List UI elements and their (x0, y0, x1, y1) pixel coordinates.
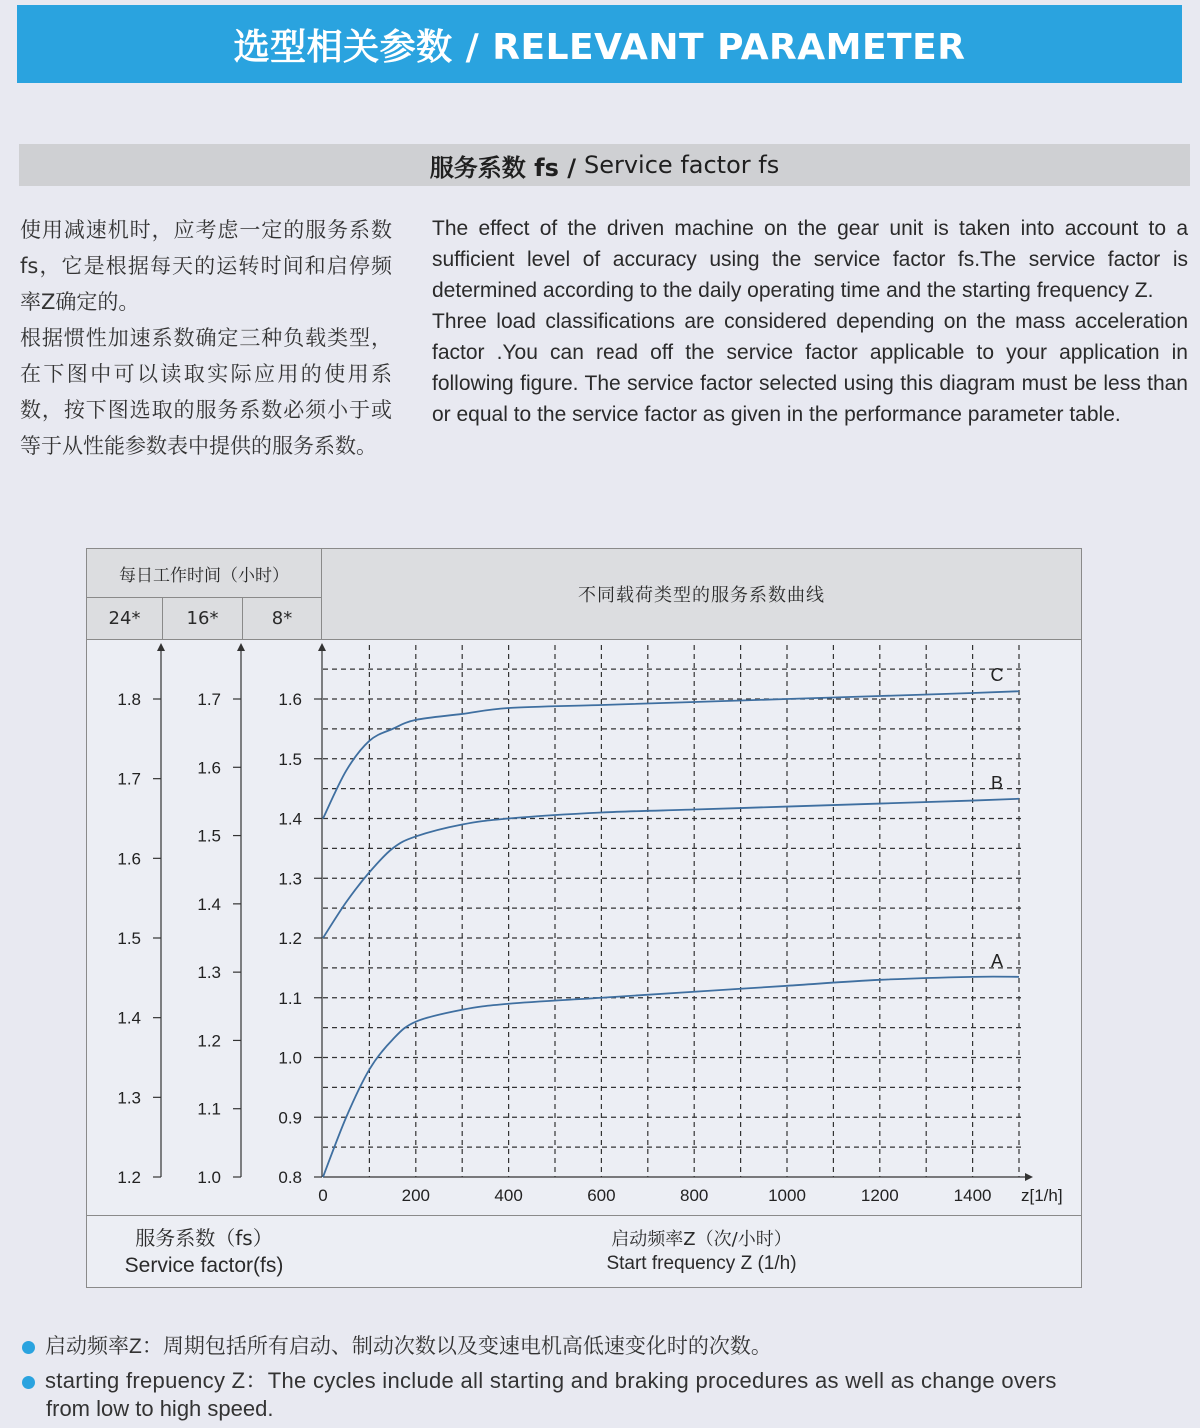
note-en-line1: starting frepuency Z：The cycles include all starting and braking procedures as well as change overs (45, 1368, 1057, 1393)
series-line-b (323, 799, 1019, 938)
series-label-c: C (990, 665, 1004, 686)
y-tick-label: 1.7 (197, 690, 221, 709)
y-tick-label: 1.6 (278, 690, 302, 709)
intro-cn (20, 212, 392, 464)
y-tick-label: 1.0 (197, 1168, 221, 1187)
y-tick-label: 1.2 (197, 1031, 221, 1051)
y-tick-label: 1.3 (197, 963, 221, 983)
bullet-icon (22, 1376, 35, 1389)
y-tick-label: 1.1 (278, 988, 302, 1008)
series-line-c (323, 691, 1019, 818)
series-line-a (323, 977, 1019, 1177)
y-axis-arrow (237, 643, 245, 651)
intro-cn-p1: 使用减速机时，应考虑一定的服务系数fs，它是根据每天的运转时间和启停频率Z确定的。 (20, 218, 392, 314)
x-tick-label: 400 (494, 1186, 523, 1205)
y-tick-label: 1.6 (117, 849, 141, 869)
note-en-cont (46, 1396, 273, 1422)
bullet-icon (22, 1341, 35, 1354)
y-tick-label: 1.6 (197, 758, 221, 778)
daily-hours-label: 每日工作时间（小时） (119, 565, 289, 586)
section-title-cn: 服务系数 fs / (429, 153, 576, 182)
y-tick-label: 1.4 (197, 894, 221, 914)
section-header (19, 144, 1190, 186)
x-axis-caption (322, 1216, 1081, 1287)
note-en (22, 1364, 1057, 1395)
col-16-label: 16* (186, 608, 219, 629)
y-tick-label: 1.5 (197, 826, 221, 846)
page-title: 选型相关参数 / RELEVANT PARAMETER (233, 26, 966, 68)
y-tick-label: 1.4 (278, 809, 302, 829)
y-tick-label: 1.5 (117, 929, 141, 948)
curves-title: 不同载荷类型的服务系数曲线 (578, 585, 825, 606)
x-tick-label: 800 (680, 1186, 709, 1205)
y-tick-label: 1.8 (117, 690, 141, 709)
y-tick-label: 0.9 (278, 1108, 302, 1128)
y-label-cn: 服务系数（fs） (135, 1225, 273, 1250)
x-tick-label: 1400 (953, 1186, 992, 1205)
series-label-b: B (990, 772, 1004, 793)
x-unit-label: z[1/h] (1021, 1186, 1063, 1205)
intro-cn-p2: 根据惯性加速系数确定三种负载类型，在下图中可以读取实际应用的使用系数，按下图选取的服务系数必须小于或等于从性能参数表中提供的服务系数。 (20, 326, 392, 458)
y-tick-label: 1.2 (278, 929, 302, 948)
x-label-cn: 启动频率Z（次/小时） (611, 1228, 792, 1250)
x-tick-label: 600 (587, 1186, 616, 1205)
y-tick-label: 1.2 (117, 1168, 141, 1187)
x-tick-label: 200 (401, 1186, 430, 1205)
col-8-label: 8* (271, 608, 293, 629)
y-axis-caption (87, 1216, 321, 1287)
y-label-en: Service factor(fs) (124, 1253, 284, 1277)
y-tick-label: 1.3 (117, 1088, 141, 1108)
intro-en-p1: The effect of the driven machine on the gear unit is taken into account to a sufficient level of accuracy using the service factor fs.The service factor is determined according to the daily operating time and the starting frequency Z. (432, 217, 1188, 302)
chart-plot-area (87, 549, 1081, 1215)
x-label-en: Start frequency Z (1/h) (606, 1252, 797, 1274)
y-tick-label: 1.7 (117, 769, 141, 789)
intro-en (432, 213, 1188, 430)
y-axis-arrow (318, 643, 326, 651)
x-axis-arrow (1025, 1173, 1033, 1181)
page-banner (17, 5, 1182, 83)
x-tick-label: 0 (318, 1186, 328, 1205)
col-24-label: 24* (108, 608, 141, 629)
x-tick-label: 1200 (860, 1186, 899, 1205)
note-cn-text: 启动频率Z：周期包括所有启动、制动次数以及变速电机高低速变化时的次数。 (45, 1335, 772, 1358)
service-factor-chart (86, 548, 1082, 1288)
y-tick-label: 1.4 (117, 1008, 141, 1028)
y-tick-label: 1.0 (278, 1048, 302, 1068)
y-tick-label: 1.3 (278, 869, 302, 889)
x-tick-label: 1000 (768, 1186, 806, 1205)
y-tick-label: 0.8 (278, 1168, 302, 1187)
note-en-line2: from low to high speed. (46, 1396, 274, 1421)
y-tick-label: 1.5 (278, 749, 302, 769)
y-axis-arrow (157, 643, 165, 651)
y-tick-label: 1.1 (197, 1099, 221, 1119)
note-cn (22, 1330, 772, 1360)
intro-en-p2: Three load classifications are considered depending on the mass acceleration factor .You can read off the service factor applicable to your application in following figure. The service factor selected using this diagram must be less than or equal to the service factor as given in the performance parameter table. (432, 310, 1188, 426)
section-title-en: Service factor fs (583, 151, 780, 179)
series-label-a: A (990, 950, 1004, 971)
